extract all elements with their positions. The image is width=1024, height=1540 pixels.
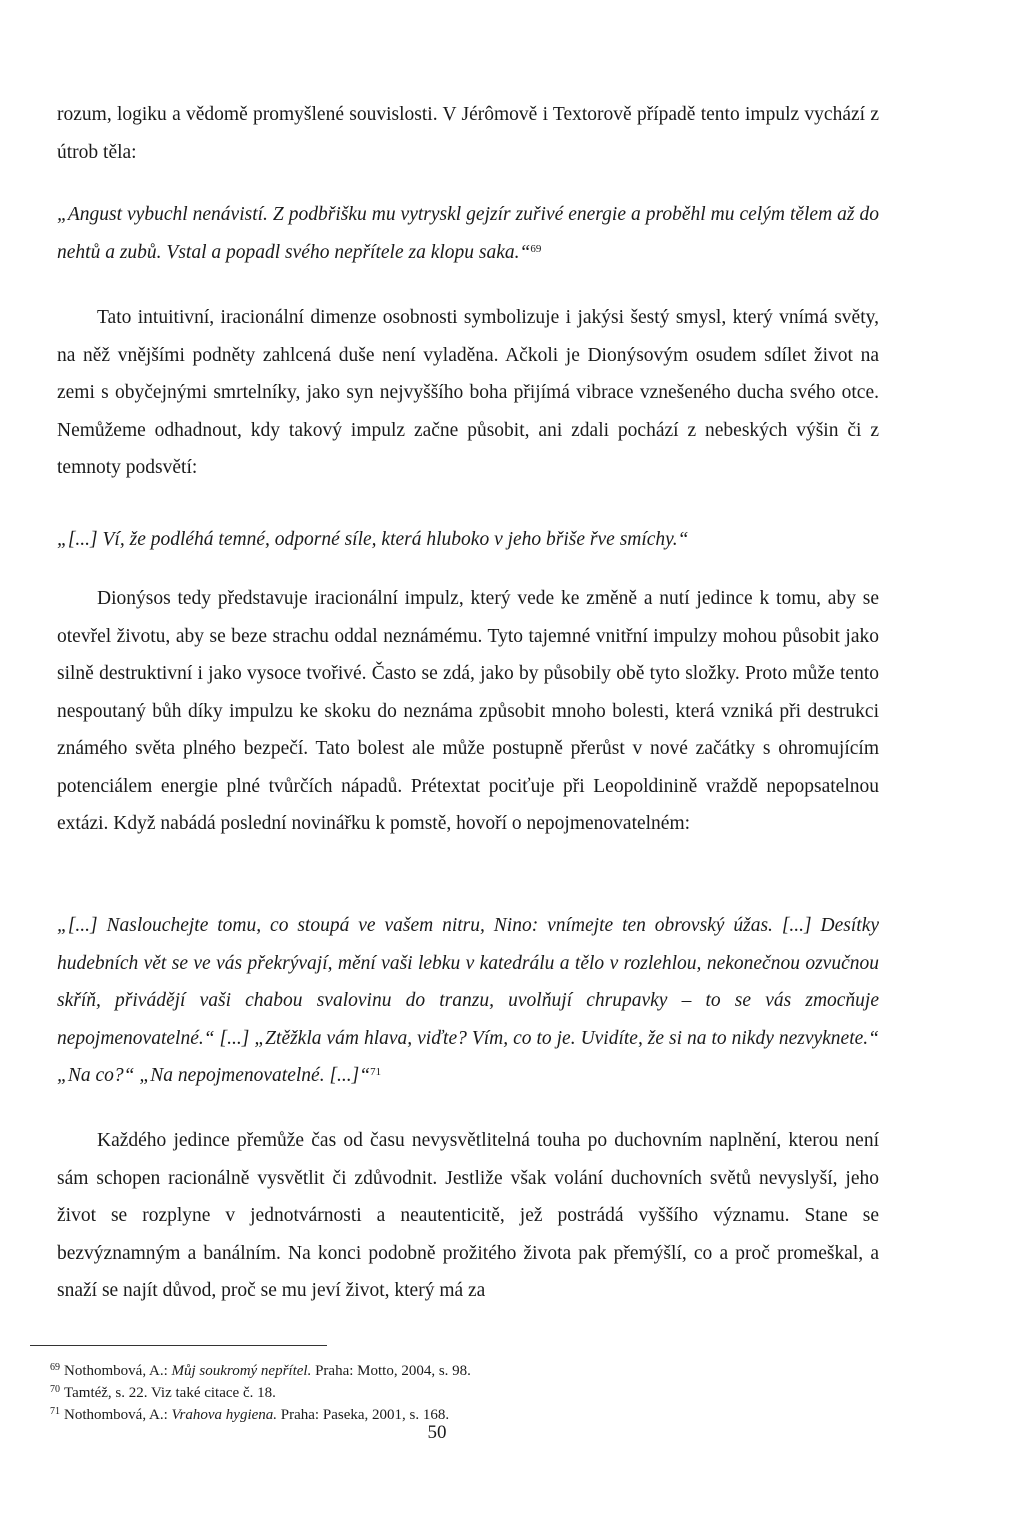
footnote-69 <box>50 1360 910 1382</box>
footnote-ref-69: 69 <box>530 242 542 255</box>
footnote-number: 69 <box>50 1362 60 1373</box>
paragraph-3: Dionýsos tedy představuje iracionální impulz, který vede ke změně a nutí jedince k tomu, aby se otevřel životu, aby se beze strachu oddal neznámému. Tyto tajemné vnitřní impulzy mohou působit jako silně destruktivní i jako vysoce tvořivé. Často se zdá, jako by působily obě tyto složky. Proto může tento nespoutaný bůh díky impulzu ke skoku do neznáma způsobit mnoho bolesti, která vzniká při destrukci známého světa plného bezpečí. Tato bolest ale může postupně přerůst v nové začátky s ohromujícím potenciálem energie plné tvůrčích nápadů. Prétextat pociťuje při Leopoldinině vraždě nepopsatelnou extázi. Když nabádá poslední novinářku k pomstě, hovoří o nepojmenovatelném: <box>57 588 879 834</box>
quote-3 <box>57 907 879 1095</box>
footnote-publisher: Praha: Motto, 2004, s. 98. <box>311 1363 471 1379</box>
footnote-divider <box>30 1345 327 1346</box>
page-number: 50 <box>427 1422 447 1443</box>
quote-1 <box>57 196 879 271</box>
footnote-number: 70 <box>50 1384 60 1395</box>
paragraph-1: rozum, logiku a vědomě promyšlené souvislosti. V Jérômově i Textorově případě tento impulz vychází z útrob těla: <box>57 104 879 163</box>
footnote-title: Můj soukromý nepřítel. <box>171 1363 312 1379</box>
quote-3-text: „[...] Naslouchejte tomu, co stoupá ve vašem nitru, Nino: vnímejte ten obrovský úžas. [...] Desítky hudebních vět se ve vás překrývají, mění vaši lebku v katedrálu a tělo v rozlehlou, nekonečnou ozvučnou skříň, přivádějí vaši chabou svalovinu do tranzu, uvolňují chrupavky – to se vás zmocňuje nepojmenovatelné.“ [...] „Ztěžkla vám hlava, viďte? Vím, co to je. Uvidíte, že si na to nikdy nezvyknete.“ „Na co?“ „Na nepojmenovatelné. [...]“ <box>57 915 879 1086</box>
footnote-number: 71 <box>50 1406 60 1417</box>
footnote-title: Vrahova hygiena. <box>171 1407 278 1423</box>
footnote-author: Nothombová, A.: <box>64 1363 172 1379</box>
paragraph-4: Každého jedince přemůže čas od času nevysvětlitelná touha po duchovním naplnění, kterou není sám schopen racionálně vysvětlit či zdůvodnit. Jestliže však volání duchovních světů nevyslyší, jeho život se rozplyne v jednotvárnosti a neautenticitě, jež postrádá vyššího významu. Stane se bezvýznamným a banálním. Na konci podobně prožitého života pak přemýšlí, co a proč promeškal, a snaží se najít důvod, proč se mu jeví život, který má za <box>57 1130 879 1301</box>
footnote-70 <box>50 1382 910 1404</box>
footnote-text: Tamtéž, s. 22. Viz také citace č. 18. <box>64 1385 276 1401</box>
footnote-author: Nothombová, A.: <box>64 1407 172 1423</box>
quote-2: „[...] Ví, že podléhá temné, odporné síle, která hluboko v jeho břiše řve smíchy.“ <box>57 529 689 550</box>
footnote-publisher: Praha: Paseka, 2001, s. 168. <box>277 1407 450 1423</box>
paragraph-2: Tato intuitivní, iracionální dimenze osobnosti symbolizuje i jakýsi šestý smysl, který vnímá světy, na něž vnějšími podněty zahlcená duše není vyladěna. Ačkoli je Dionýsovým osudem sdílet život na zemi s obyčejnými smrtelníky, jako syn nejvyššího boha přijímá vibrace vznešeného ducha svého otce. Nemůžeme odhadnout, kdy takový impulz začne působit, ani zdali pochází z nebeských výšin či z temnoty podsvětí: <box>57 307 879 478</box>
footnote-ref-71: 71 <box>370 1066 382 1078</box>
quote-1-text: „Angust vybuchl nenávistí. Z podbřišku mu vytryskl gejzír zuřivé energie a proběhl mu celým tělem až do nehtů a zubů. Vstal a popadl svého nepřítele za klopu saka.“ <box>57 204 879 263</box>
footnotes <box>50 1360 910 1426</box>
